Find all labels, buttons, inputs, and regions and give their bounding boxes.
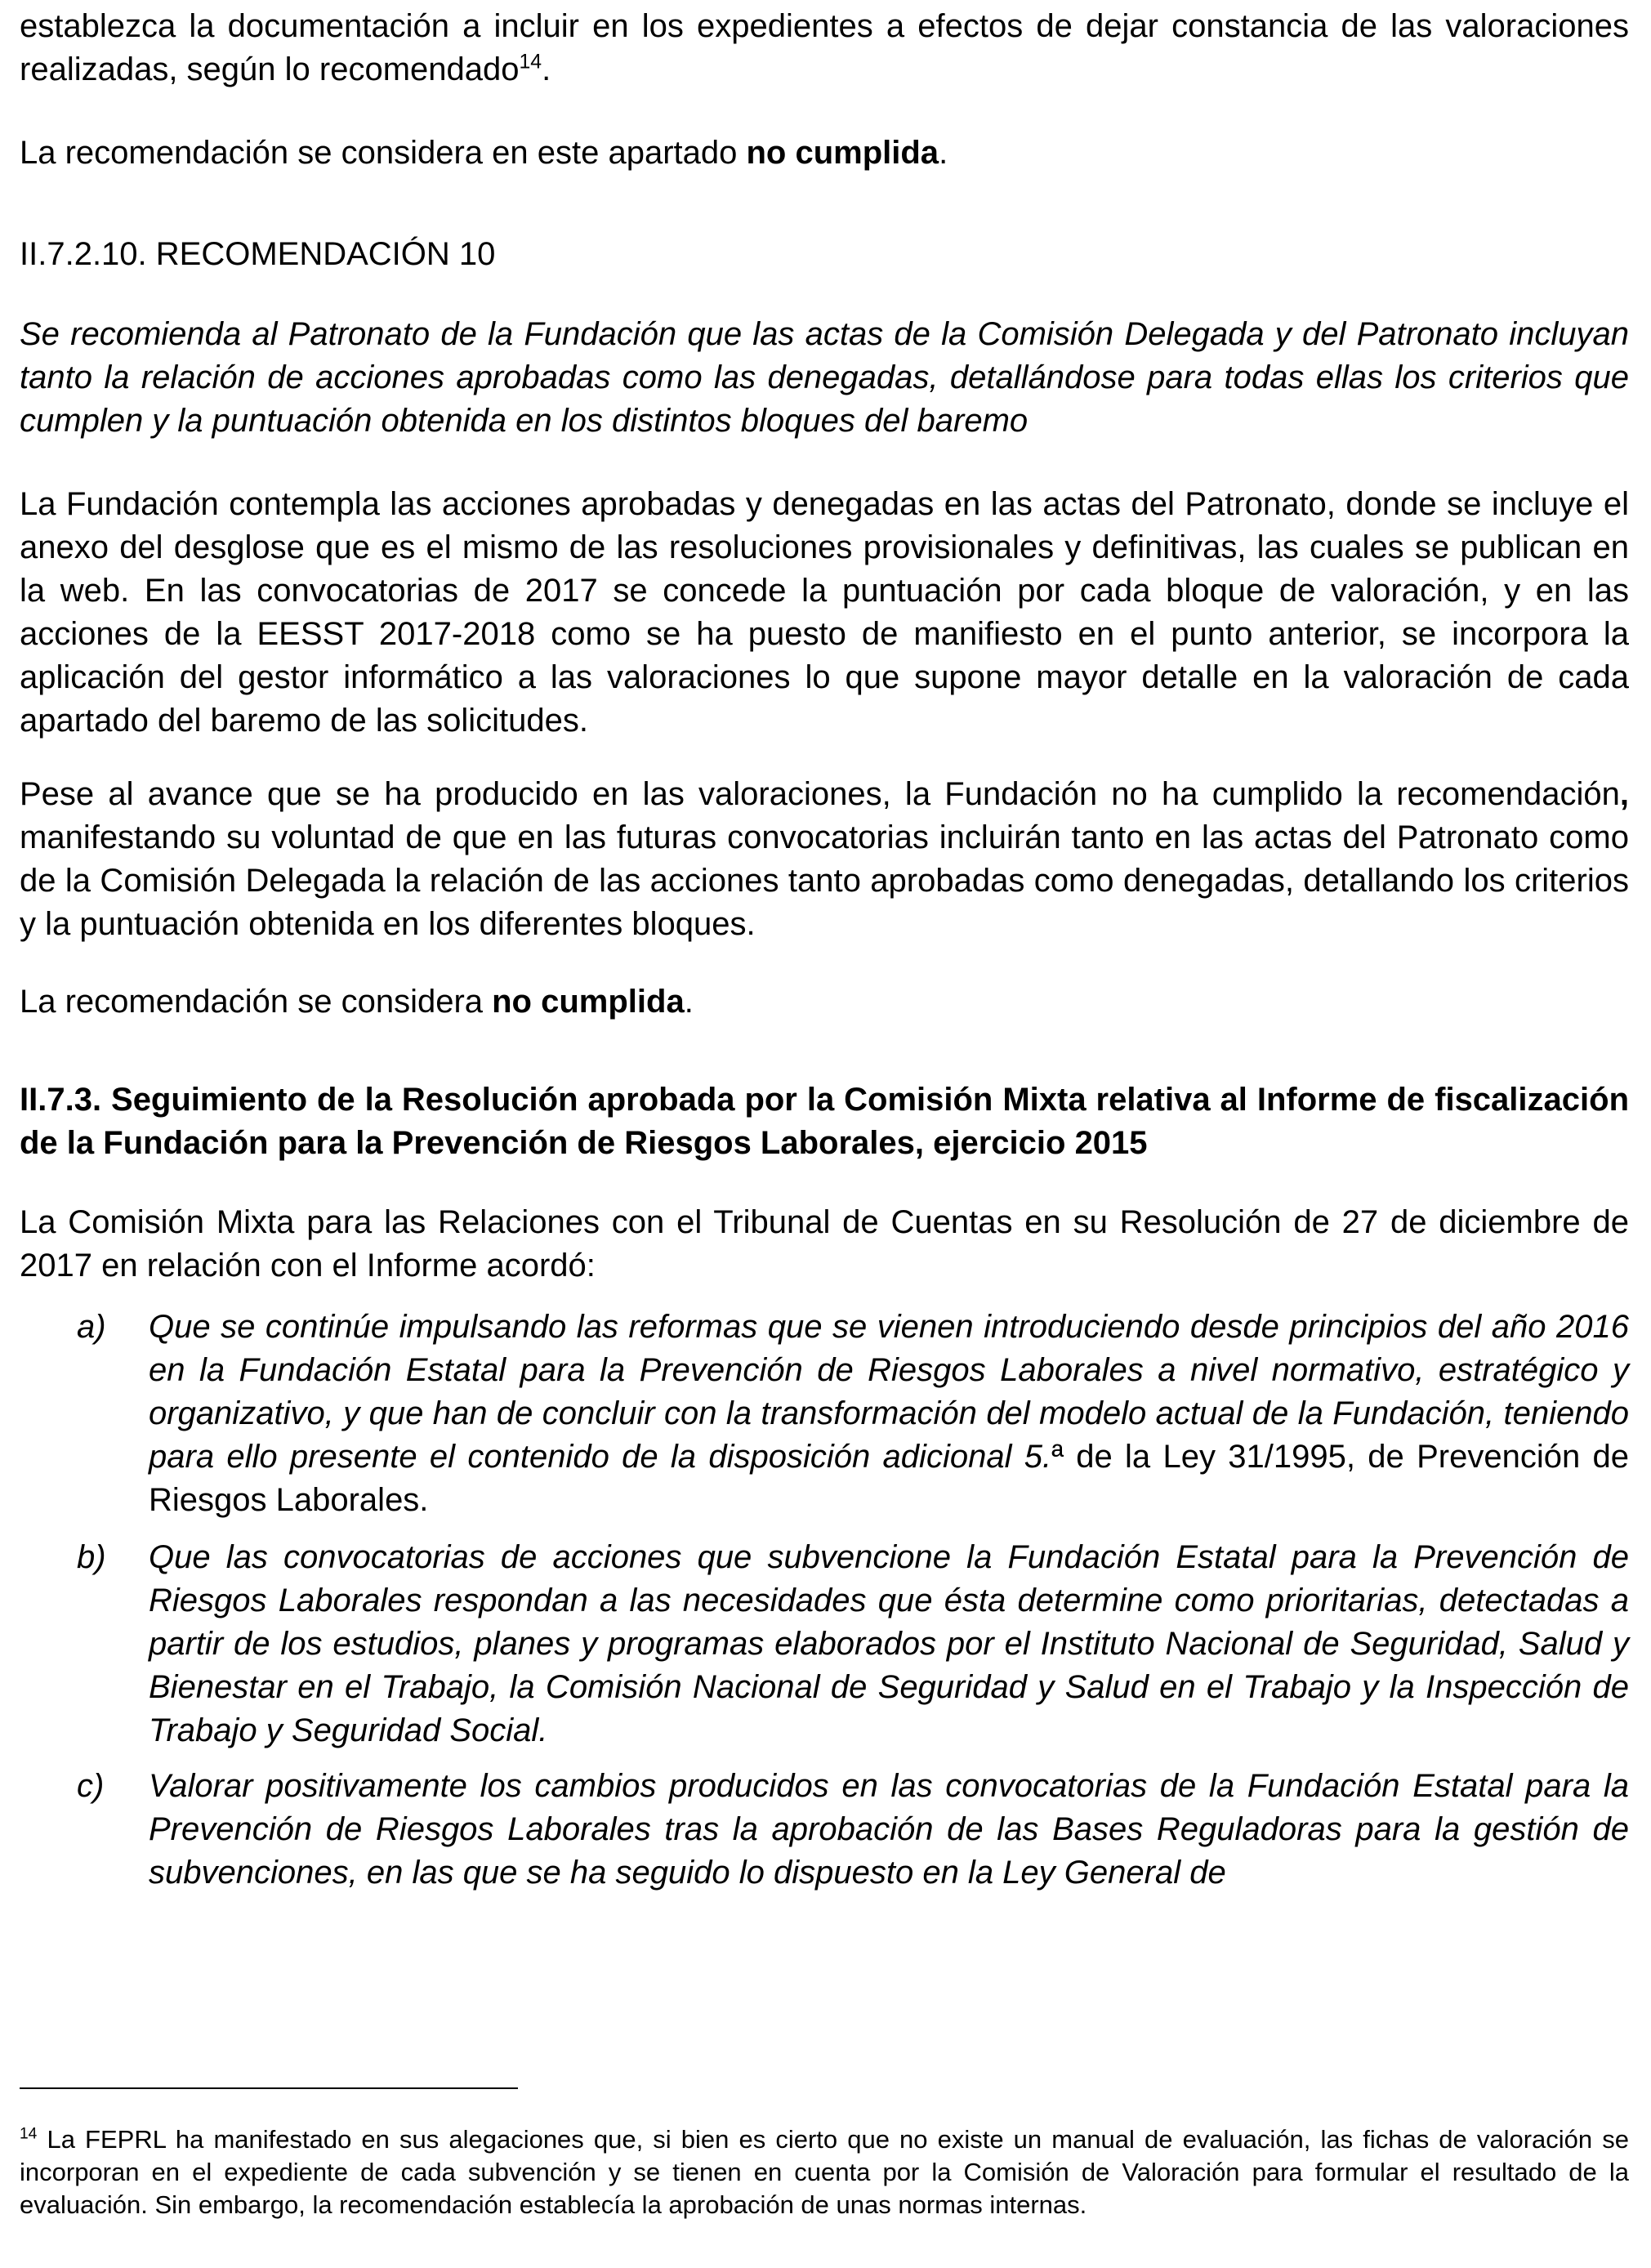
paragraph-text-continued: manifestando su voluntad de que en las futuras convocatorias incluirán tanto en las actas del Patronato como de la Comisión Delegada la relación de las acciones tanto aprobadas como denegadas, detallando los criterios y la puntuación obtenida en los diferentes bloques. [20,819,1629,942]
paragraph-tail: . [542,51,551,87]
bold-comma: , [1619,776,1629,812]
list-item-a [20,1306,1629,1522]
list-item-b [20,1536,1629,1752]
footnote-separator [20,2087,518,2089]
ordinal-indicator: ª [1051,1439,1064,1475]
list-item-text: Valorar positivamente los cambios producidos en las convocatorias de la Fundación Estatal para la Prevención de Riesgos Laborales tras la aprobación de las Bases Reguladoras para la gestión de subvenciones, en las que se ha seguido lo dispuesto en la Ley General de [149,1768,1629,1891]
heading-seguimiento-resolucion: II.7.3. Seguimiento de la Resolución aprobada por la Comisión Mixta relativa al Informe de fiscalización de la Fundación para la Prevención de Riesgos Laborales, ejercicio 2015 [20,1082,1629,1161]
list-marker: c) [77,1768,105,1804]
list-marker: a) [77,1309,106,1345]
status-bold-text: no cumplida [746,135,939,171]
list-item-c [20,1765,1629,1895]
footnote-text: La FEPRL ha manifestado en sus alegaciones que, si bien es cierto que no existe un manual de evaluación, las fichas de valoración se incorporan en el expediente de cada subvención y se tienen en cuenta por la Comisión de Valoración para formular el resultado de la evaluación. Sin embargo, la recomendación establecía la aprobación de unas normas internas. [20,2125,1629,2219]
paragraph-recommendation-italic: Se recomienda al Patronato de la Fundación que las actas de la Comisión Delegada y del Patronato incluyan tanto la relación de acciones aprobadas como las denegadas, detallándose para todas ellas los criterios que cumplen y la puntuación obtenida en los distintos bloques del baremo [20,316,1629,439]
list-marker: b) [77,1539,106,1575]
paragraph-pese-al-avance [20,773,1629,946]
paragraph-comision-mixta: La Comisión Mixta para las Relaciones con el Tribunal de Cuentas en su Resolución de 27 de diciembre de 2017 en relación con el Informe acordó: [20,1204,1629,1284]
heading-recomendacion-10: II.7.2.10. RECOMENDACIÓN 10 [20,236,496,272]
list-item-text [149,1306,1629,1522]
paragraph-status-no-cumplida-2 [20,980,1629,1024]
paragraph-text: La recomendación se considera [20,984,493,1020]
list-item-text-part: Que se continúe impulsando las reformas que se vienen introduciendo desde principios del año 2016 en la Fundación Estatal para la Prevención de Riesgos Laborales a nivel normativo, estratégico y organizativo, y que han de concluir con la transformación del modelo actual de la Fundación, teniendo para ello presente el contenido de la disposición adicional 5. [149,1309,1629,1475]
paragraph-tail: . [939,135,948,171]
paragraph-valoraciones [20,5,1629,92]
paragraph-fundacion-contempla: La Fundación contempla las acciones aprobadas y denegadas en las actas del Patronato, donde se incluye el anexo del desglose que es el mismo de las resoluciones provisionales y definitivas, las cuales se publican en la web. En las convocatorias de 2017 se concede la puntuación por cada bloque de valoración, y en las acciones de la EESST 2017-2018 como se ha puesto de manifiesto en el punto anterior, se incorpora la aplicación del gestor informático a las valoraciones lo que supone mayor detalle en la valoración de cada apartado del baremo de las solicitudes. [20,486,1629,739]
paragraph-text: La recomendación se considera en este apartado [20,135,747,171]
footnote-number: 14 [20,2125,38,2143]
paragraph-text: Pese al avance que se ha producido en las valoraciones, la Fundación no ha cumplido la recomendación [20,776,1620,812]
paragraph-text: establezca la documentación a incluir en los expedientes a efectos de dejar constancia de las valoraciones realizadas, según lo recomendado [20,8,1629,87]
list-item-text-tail: de la Ley 31/1995, de Prevención de Riesgos Laborales. [149,1439,1629,1518]
paragraph-tail: . [684,984,694,1020]
list-item-text: Que las convocatorias de acciones que subvencione la Fundación Estatal para la Prevención de Riesgos Laborales respondan a las necesidades que ésta determine como prioritarias, detectadas a partir de los estudios, planes y programas elaborados por el Instituto Nacional de Seguridad, Salud y Bienestar en el Trabajo, la Comisión Nacional de Seguridad y Salud en el Trabajo y la Inspección de Trabajo y Seguridad Social. [149,1539,1629,1748]
status-bold-text: no cumplida [492,984,685,1020]
footnote [20,2123,1629,2221]
footnote-reference[interactable]: 14 [519,51,542,74]
paragraph-status-no-cumplida-1 [20,132,1629,175]
